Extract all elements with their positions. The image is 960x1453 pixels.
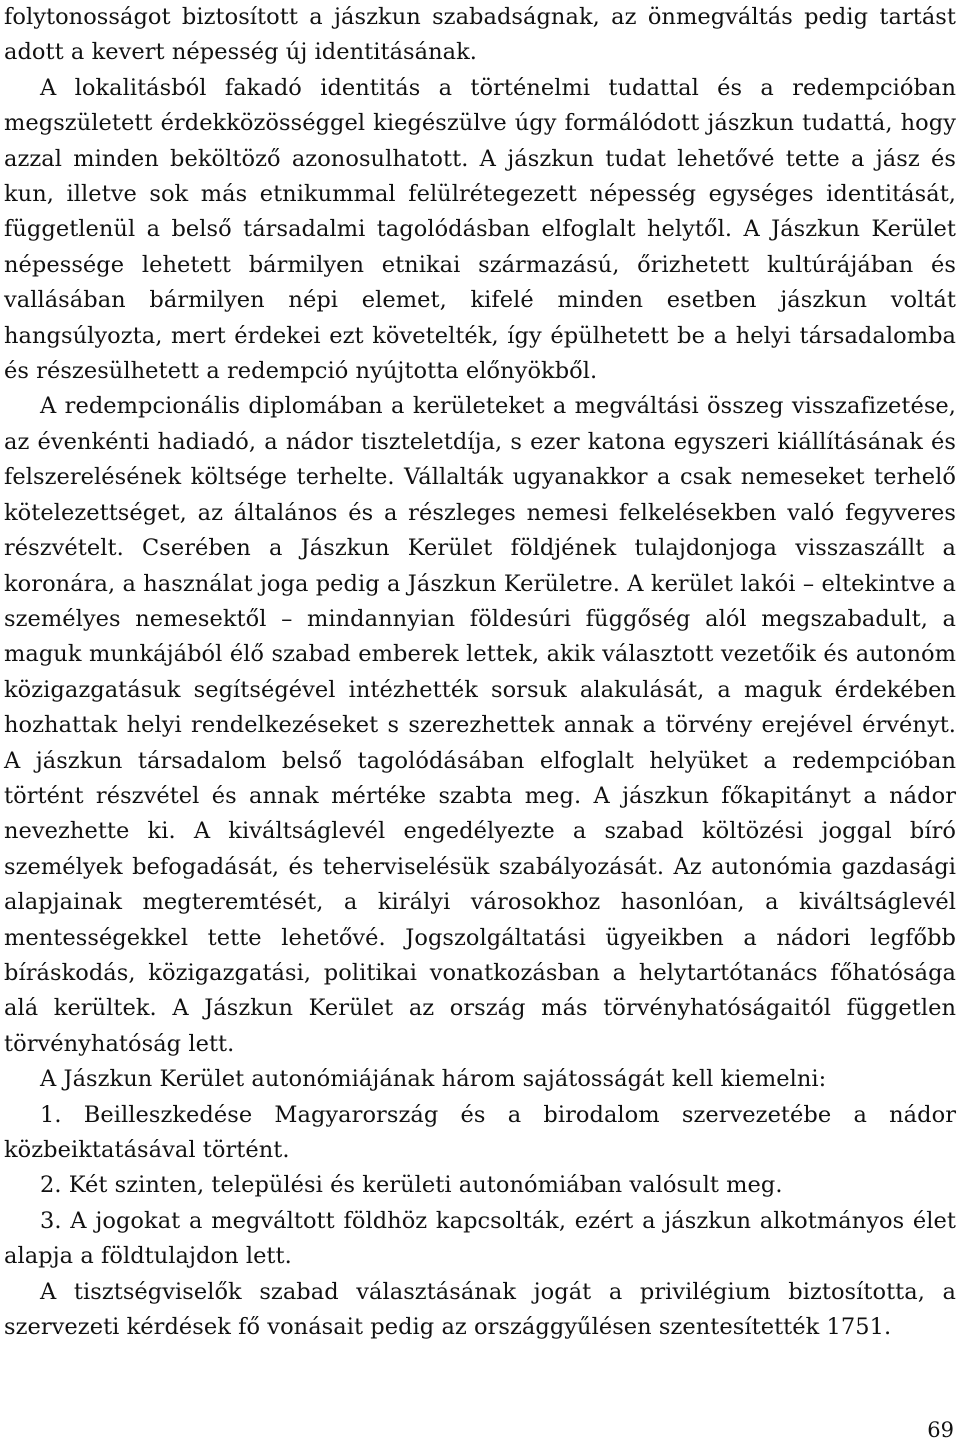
paragraph-1: folytonosságot biztosított a jászkun szabadságnak, az önmegváltás pedig tartást adott a kevert népesség új identitásának. (4, 4, 956, 66)
list-item-1: 1. Beilleszkedése Magyarország és a birodalom szervezetébe a nádor közbeiktatásával történt. (4, 1101, 956, 1163)
paragraph-4: A Jászkun Kerület autonómiájának három sajátosságát kell kiemelni: (40, 1066, 827, 1093)
closing-paragraph: A tisztségviselők szabad választásának jogát a privilégium biztosította, a szervezeti kérdések fő vonásait pedig az országgyűlésen szentesítették 1751. (4, 1278, 956, 1341)
list-item-2: 2. Két szinten, települési és kerületi autonómiában valósult meg. (40, 1172, 783, 1199)
paragraph-3: A redempcionális diplomában a kerületeket a megváltási összeg visszafizetése, az évenkénti hadiadó, a nádor tiszteletdíja, s ezer katona egyszeri kiállításának és felszerelésének költsége terhelte. Vállalták ugyanakkor a csak nemeseket terhelő kötelezettséget, az általános és a részleges nemesi felkelésekben való fegyveres részvételt. Cserében a Jászkun Kerület földjének tulajdonjoga visszaszállt a koronára, a használat joga pedig a Jászkun Kerületre. A kerület lakói – eltekintve a személyes nemesektől – mindannyian földesúri függőség alól megszabadult, a maguk munkájából élő szabad emberek lettek, akik választott vezetőik és autonóm közigazgatásuk segítségével intézhették sorsuk alakulását, a maguk érdekében hozhattak helyi rendelkezéseket s szerezhettek annak a törvény erejével érvényt. A jászkun társadalom belső tagolódásában elfoglalt helyüket a redempcióban történt részvétel és annak mértéke szabta meg. A jászkun főkapitányt a nádor nevezhette ki. A kiváltságlevél engedélyezte a szabad költözési joggal bíró személyek befogadását, és teherviselésük szabályozását. Az autonómia gazdasági alapjainak megteremtését, a királyi városokhoz hasonlóan, a kiváltságlevél mentességekkel tette lehetővé. Jogszolgáltatási ügyeikben a nádori legfőbb bíráskodás, közigazgatási, politikai vonatkozásban a helytartótanács főhatósága alá kerültek. A Jászkun Kerület az ország más törvényhatóságaitól független törvényhatóság lett. (4, 393, 956, 1057)
paragraph-2: A lokalitásból fakadó identitás a történelmi tudattal és a redempcióban megszületett érdekközösséggel kiegészülve úgy formálódott jászkun tudattá, hogy azzal minden beköltöző azonosulhatott. A jászkun tudat lehetővé tette a jász és kun, illetve sok más etnikummal felülrétegezett népesség egységes identitását, függetlenül a belső társadalmi tagolódásban elfoglalt helytől. A Jászkun Kerület népessége lehetett bármilyen etnikai származású, őrizhetett kultúrájában és vallásában bármilyen népi elemet, kifelé minden esetben jászkun voltát hangsúlyozta, mert érdekei ezt követelték, így épülhetett be a helyi társadalomba és részesülhetett a redempció nyújtotta előnyökből. (4, 74, 956, 385)
page-number: 69 (927, 1418, 954, 1442)
document-page (4, 0, 956, 1345)
list-item-3: 3. A jogokat a megváltott földhöz kapcsolták, ezért a jászkun alkotmányos élet alapja a földtulajdon lett. (4, 1207, 956, 1270)
